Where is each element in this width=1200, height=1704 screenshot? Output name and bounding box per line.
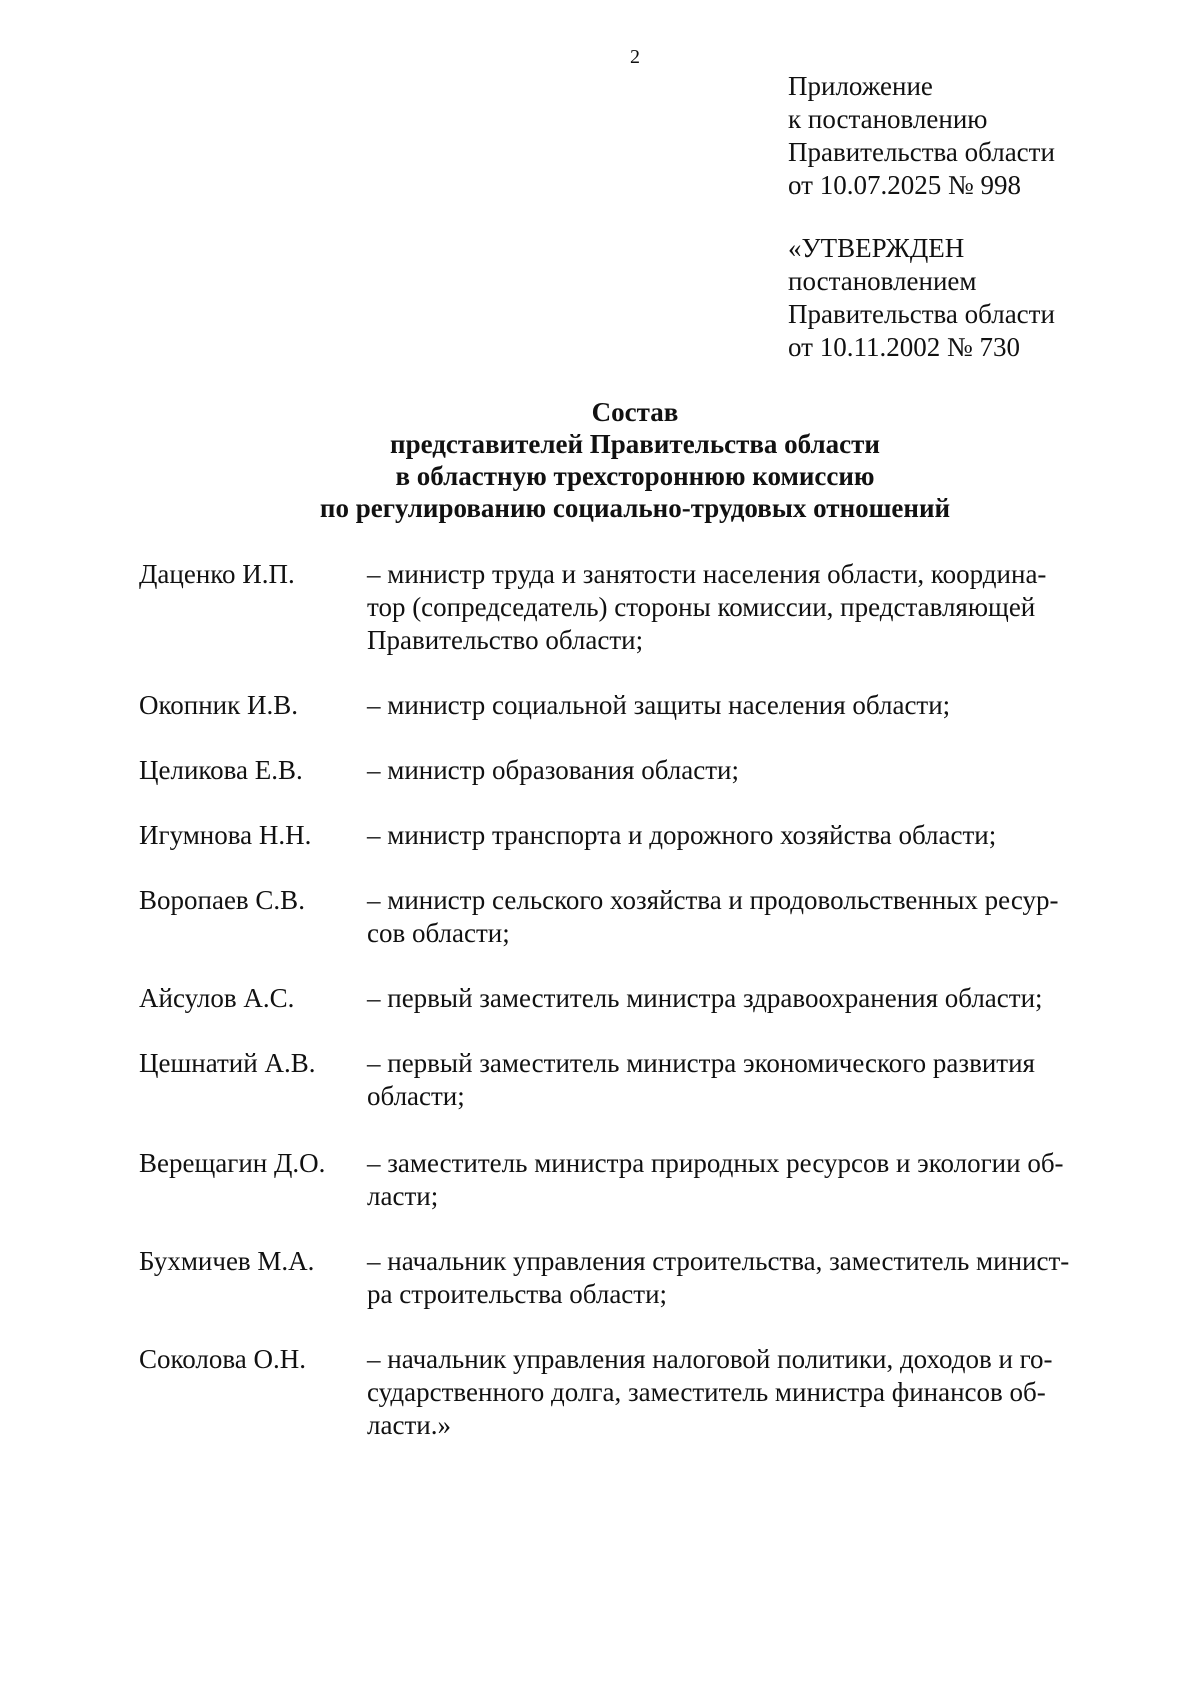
member-role	[367, 982, 1114, 1015]
title-line: в областную трехстороннюю комиссию	[395, 461, 875, 491]
member-role-line: – министр сельского хозяйства и продовольственных ресур-	[367, 885, 1059, 915]
approval-block	[788, 70, 1055, 364]
member-row	[139, 982, 1114, 1015]
member-role-line: ласти.»	[367, 1410, 451, 1440]
member-role-line: сов области;	[367, 918, 510, 948]
approval-line: «УТВЕРЖДЕН	[788, 233, 965, 263]
member-name: Игумнова Н.Н.	[139, 820, 312, 850]
member-role	[367, 1343, 1114, 1442]
member-role-line: – первый заместитель министра экономического развития	[367, 1048, 1035, 1078]
member-role-line: – министр социальной защиты населения области;	[367, 690, 951, 720]
member-role-line: тор (сопредседатель) стороны комиссии, представляющей	[367, 592, 1036, 622]
member-name: Айсулов А.С.	[139, 983, 295, 1013]
title-line: Состав	[591, 397, 679, 427]
member-row	[139, 884, 1114, 950]
member-name: Соколова О.Н.	[139, 1344, 306, 1374]
member-role-line: – министр труда и занятости населения области, координа-	[367, 559, 1047, 589]
member-row	[139, 1343, 1114, 1442]
member-name: Даценко И.П.	[139, 559, 295, 589]
member-role	[367, 884, 1114, 950]
member-role-line: ра строительства области;	[367, 1279, 668, 1309]
appendix-line: от 10.07.2025 № 998	[788, 170, 1021, 200]
document-title	[0, 396, 1200, 524]
member-role-line: – первый заместитель министра здравоохранения области;	[367, 983, 1043, 1013]
member-row	[139, 754, 1114, 787]
member-row	[139, 819, 1114, 852]
member-role	[367, 689, 1114, 722]
member-row	[139, 1147, 1114, 1213]
member-role	[367, 819, 1114, 852]
member-name: Целикова Е.В.	[139, 755, 303, 785]
approval-line: Правительства области	[788, 299, 1055, 329]
member-role-line: сударственного долга, заместитель министра финансов об-	[367, 1377, 1046, 1407]
title-line: по регулированию социально-трудовых отношений	[319, 493, 951, 523]
member-role	[367, 754, 1114, 787]
member-role-line: – министр образования области;	[367, 755, 739, 785]
member-name: Окопник И.В.	[139, 690, 298, 720]
member-role-line: области;	[367, 1081, 465, 1111]
members-list	[139, 558, 1114, 1442]
page-number: 2	[630, 46, 640, 68]
member-role	[367, 558, 1114, 657]
member-role-line: – министр транспорта и дорожного хозяйства области;	[367, 820, 997, 850]
member-row	[139, 689, 1114, 722]
member-role-line: – начальник управления строительства, заместитель минист-	[367, 1246, 1070, 1276]
appendix-line: Правительства области	[788, 137, 1055, 167]
member-role-line: ласти;	[367, 1181, 439, 1211]
approval-stamp	[788, 232, 1055, 364]
member-name: Воропаев С.В.	[139, 885, 305, 915]
spacer	[788, 202, 1055, 232]
appendix-line: к постановлению	[788, 104, 988, 134]
member-role-line: – заместитель министра природных ресурсов и экологии об-	[367, 1148, 1064, 1178]
member-name: Верещагин Д.О.	[139, 1148, 326, 1178]
member-name: Бухмичев М.А.	[139, 1246, 315, 1276]
appendix-header	[788, 70, 1055, 202]
member-role	[367, 1147, 1114, 1213]
approval-line: от 10.11.2002 № 730	[788, 332, 1020, 362]
member-row	[139, 1245, 1114, 1311]
member-row	[139, 558, 1114, 657]
member-role-line: – начальник управления налоговой политики, доходов и го-	[367, 1344, 1053, 1374]
approval-line: постановлением	[788, 266, 977, 296]
member-role	[367, 1047, 1114, 1113]
appendix-line: Приложение	[788, 71, 933, 101]
title-line: представителей Правительства области	[390, 429, 880, 459]
member-row	[139, 1047, 1114, 1113]
member-role	[367, 1245, 1114, 1311]
member-name: Цешнатий А.В.	[139, 1048, 316, 1078]
member-role-line: Правительство области;	[367, 625, 644, 655]
